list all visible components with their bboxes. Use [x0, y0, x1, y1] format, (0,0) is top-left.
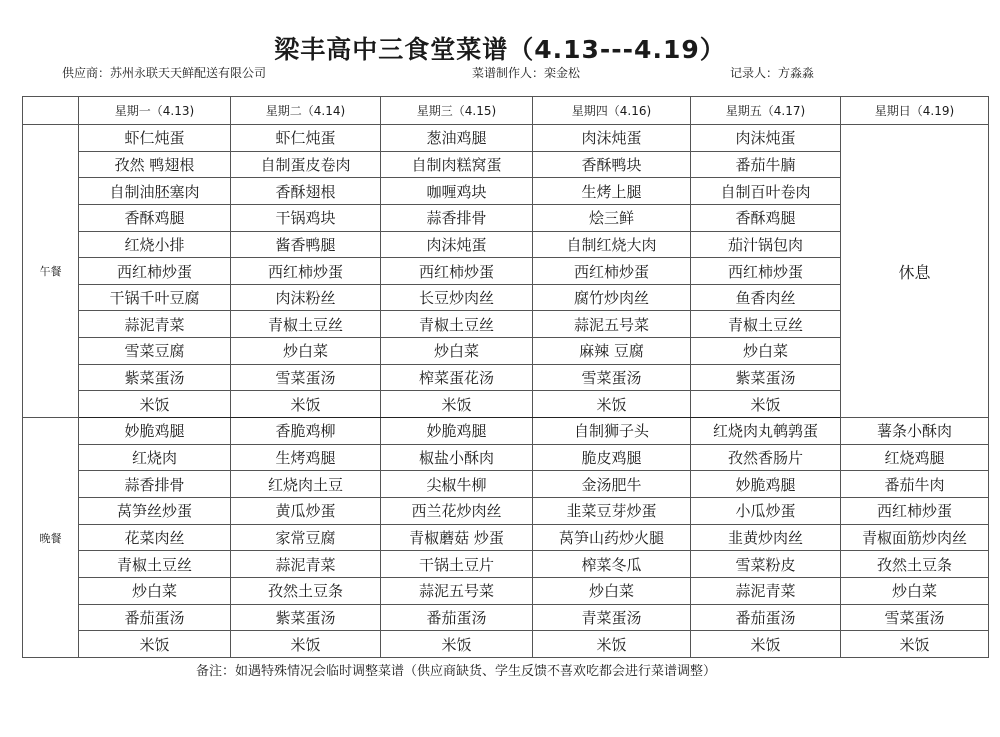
dish-cell: 自制油胚塞肉: [79, 178, 231, 205]
dish-cell: 自制狮子头: [533, 418, 691, 445]
dish-cell: 虾仁炖蛋: [79, 125, 231, 152]
dish-cell: 青椒面筋炒肉丝: [841, 524, 989, 551]
dish-cell: 米饭: [231, 631, 381, 658]
dish-cell: 青椒蘑菇 炒蛋: [381, 524, 533, 551]
dish-cell: 麻辣 豆腐: [533, 338, 691, 365]
dish-cell: 西红柿炒蛋: [79, 258, 231, 285]
dish-cell: 小瓜炒蛋: [691, 497, 841, 524]
dish-cell: 妙脆鸡腿: [691, 471, 841, 498]
dish-cell: 番茄蛋汤: [381, 604, 533, 631]
dish-cell: 炒白菜: [691, 338, 841, 365]
dish-cell: 西红柿炒蛋: [841, 497, 989, 524]
dish-cell: 雪菜粉皮: [691, 551, 841, 578]
dish-cell: 香酥鸡腿: [79, 204, 231, 231]
dish-cell: 莴笋丝炒蛋: [79, 497, 231, 524]
dish-cell: 番茄蛋汤: [79, 604, 231, 631]
dish-cell: 雪菜蛋汤: [231, 364, 381, 391]
rest-cell: 休息: [841, 125, 989, 418]
dish-cell: 干锅鸡块: [231, 204, 381, 231]
dish-cell: 蒜泥五号菜: [533, 311, 691, 338]
dish-cell: 薯条小酥肉: [841, 418, 989, 445]
dish-cell: 长豆炒肉丝: [381, 284, 533, 311]
recorder-label: 记录人：方淼淼: [730, 66, 815, 80]
day-header: 星期五（4.17): [691, 97, 841, 125]
dish-cell: 干锅土豆片: [381, 551, 533, 578]
dish-cell: 炒白菜: [381, 338, 533, 365]
day-header: 星期三（4.15): [381, 97, 533, 125]
dish-cell: 香酥翅根: [231, 178, 381, 205]
day-header: 星期日（4.19): [841, 97, 989, 125]
dish-cell: 蒜香排骨: [381, 204, 533, 231]
dish-cell: 妙脆鸡腿: [79, 418, 231, 445]
dish-cell: 香酥鸭块: [533, 151, 691, 178]
dish-cell: 红烧肉丸鹌鹑蛋: [691, 418, 841, 445]
dish-cell: 米饭: [691, 391, 841, 418]
meal-label-lunch: 午餐: [23, 125, 79, 418]
meal-label-dinner: 晚餐: [23, 418, 79, 658]
dish-cell: 米饭: [381, 631, 533, 658]
dish-cell: 腐竹炒肉丝: [533, 284, 691, 311]
dinner-row: [23, 497, 989, 524]
dish-cell: 鱼香肉丝: [691, 284, 841, 311]
dish-cell: 西红柿炒蛋: [231, 258, 381, 285]
dish-cell: 炒白菜: [231, 338, 381, 365]
dish-cell: 青椒土豆丝: [79, 551, 231, 578]
dish-cell: 米饭: [691, 631, 841, 658]
dish-cell: 米饭: [79, 631, 231, 658]
dish-cell: 红烧肉土豆: [231, 471, 381, 498]
dish-cell: 西红柿炒蛋: [691, 258, 841, 285]
dish-cell: 紫菜蛋汤: [691, 364, 841, 391]
dish-cell: 韭菜豆芽炒蛋: [533, 497, 691, 524]
dish-cell: 香酥鸡腿: [691, 204, 841, 231]
dish-cell: 莴笋山药炒火腿: [533, 524, 691, 551]
dish-cell: 生烤上腿: [533, 178, 691, 205]
dinner-row: [23, 631, 989, 658]
dinner-row: [23, 444, 989, 471]
dish-cell: 青椒土豆丝: [231, 311, 381, 338]
day-header: 星期一（4.13): [79, 97, 231, 125]
lunch-row: [23, 125, 989, 152]
dish-cell: 干锅千叶豆腐: [79, 284, 231, 311]
dish-cell: 蒜泥五号菜: [381, 577, 533, 604]
dinner-row: [23, 604, 989, 631]
dish-cell: 韭黄炒肉丝: [691, 524, 841, 551]
dish-cell: 孜然土豆条: [231, 577, 381, 604]
dish-cell: 蒜泥青菜: [691, 577, 841, 604]
dinner-row: [23, 577, 989, 604]
dish-cell: 椒盐小酥肉: [381, 444, 533, 471]
menu-table: [22, 96, 989, 658]
corner-cell: [23, 97, 79, 125]
dish-cell: 红烧鸡腿: [841, 444, 989, 471]
footnote: 备注：如遇特殊情况会临时调整菜谱（供应商缺货、学生反馈不喜欢吃都会进行菜谱调整）: [196, 664, 717, 679]
dish-cell: 米饭: [231, 391, 381, 418]
header-row: [23, 97, 989, 125]
day-header: 星期二（4.14): [231, 97, 381, 125]
dish-cell: 红烧小排: [79, 231, 231, 258]
dish-cell: 肉沫炖蛋: [533, 125, 691, 152]
page-title: 梁丰高中三食堂菜谱（4.13---4.19）: [274, 35, 726, 64]
dish-cell: 虾仁炖蛋: [231, 125, 381, 152]
dish-cell: 生烤鸡腿: [231, 444, 381, 471]
dish-cell: 米饭: [533, 631, 691, 658]
dish-cell: 雪菜豆腐: [79, 338, 231, 365]
dish-cell: 尖椒牛柳: [381, 471, 533, 498]
dish-cell: 妙脆鸡腿: [381, 418, 533, 445]
dinner-row: [23, 471, 989, 498]
dish-cell: 炒白菜: [79, 577, 231, 604]
dish-cell: 肉沫炖蛋: [381, 231, 533, 258]
dish-cell: 西兰花炒肉丝: [381, 497, 533, 524]
dish-cell: 紫菜蛋汤: [79, 364, 231, 391]
dish-cell: 茄汁锅包肉: [691, 231, 841, 258]
dish-cell: 番茄蛋汤: [691, 604, 841, 631]
dinner-row: [23, 418, 989, 445]
menu-maker-label: 菜谱制作人：栾金松: [472, 66, 581, 80]
dinner-row: [23, 524, 989, 551]
dish-cell: 自制蛋皮卷肉: [231, 151, 381, 178]
dish-cell: 番茄牛肉: [841, 471, 989, 498]
dish-cell: 雪菜蛋汤: [533, 364, 691, 391]
dish-cell: 咖喱鸡块: [381, 178, 533, 205]
dish-cell: 榨菜冬瓜: [533, 551, 691, 578]
dish-cell: 米饭: [381, 391, 533, 418]
dish-cell: 孜然 鸭翅根: [79, 151, 231, 178]
dish-cell: 葱油鸡腿: [381, 125, 533, 152]
dish-cell: 家常豆腐: [231, 524, 381, 551]
dish-cell: 孜然土豆条: [841, 551, 989, 578]
dish-cell: 酱香鸭腿: [231, 231, 381, 258]
dish-cell: 米饭: [533, 391, 691, 418]
dish-cell: 肉沫炖蛋: [691, 125, 841, 152]
dish-cell: 青椒土豆丝: [691, 311, 841, 338]
dish-cell: 肉沫粉丝: [231, 284, 381, 311]
dish-cell: 米饭: [841, 631, 989, 658]
dish-cell: 自制百叶卷肉: [691, 178, 841, 205]
supplier-label: 供应商：苏州永联天天鲜配送有限公司: [62, 66, 267, 80]
dish-cell: 西红柿炒蛋: [381, 258, 533, 285]
dish-cell: 炒白菜: [533, 577, 691, 604]
dish-cell: 炒白菜: [841, 577, 989, 604]
dish-cell: 黄瓜炒蛋: [231, 497, 381, 524]
dinner-row: [23, 551, 989, 578]
dish-cell: 烩三鲜: [533, 204, 691, 231]
dish-cell: 蒜香排骨: [79, 471, 231, 498]
dish-cell: 香脆鸡柳: [231, 418, 381, 445]
dish-cell: 西红柿炒蛋: [533, 258, 691, 285]
dish-cell: 番茄牛腩: [691, 151, 841, 178]
dish-cell: 自制肉糕窝蛋: [381, 151, 533, 178]
dish-cell: 榨菜蛋花汤: [381, 364, 533, 391]
day-header: 星期四（4.16): [533, 97, 691, 125]
dish-cell: 米饭: [79, 391, 231, 418]
dish-cell: 蒜泥青菜: [231, 551, 381, 578]
dish-cell: 青椒土豆丝: [381, 311, 533, 338]
dish-cell: 金汤肥牛: [533, 471, 691, 498]
dish-cell: 脆皮鸡腿: [533, 444, 691, 471]
dish-cell: 青菜蛋汤: [533, 604, 691, 631]
dish-cell: 自制红烧大肉: [533, 231, 691, 258]
dish-cell: 紫菜蛋汤: [231, 604, 381, 631]
dish-cell: 红烧肉: [79, 444, 231, 471]
dish-cell: 花菜肉丝: [79, 524, 231, 551]
dish-cell: 孜然香肠片: [691, 444, 841, 471]
dish-cell: 雪菜蛋汤: [841, 604, 989, 631]
dish-cell: 蒜泥青菜: [79, 311, 231, 338]
